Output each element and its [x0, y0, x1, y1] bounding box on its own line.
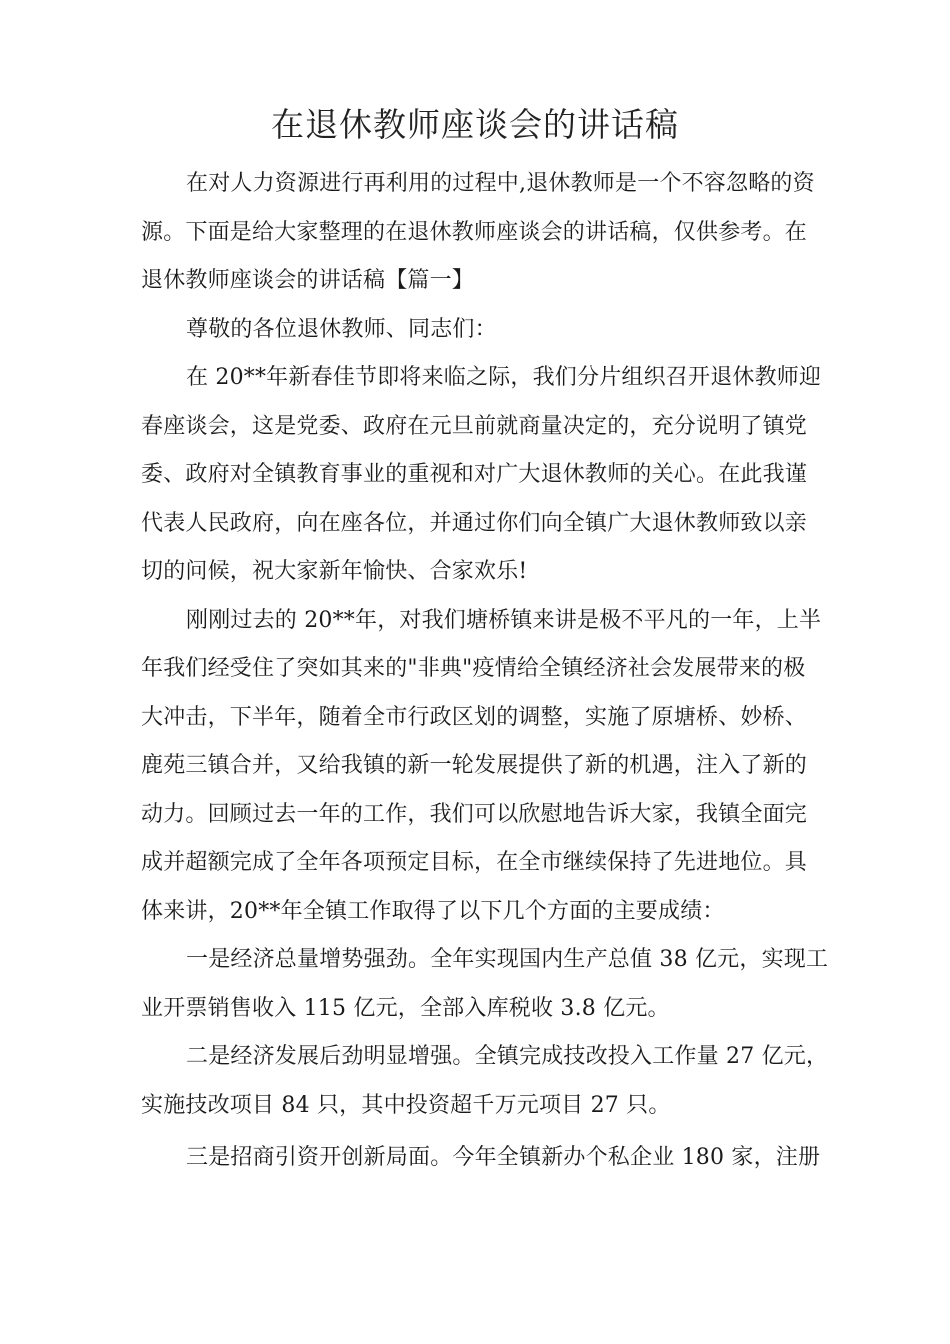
- paragraph-line: 尊敬的各位退休教师、同志们：: [186, 316, 497, 342]
- paragraph-line: 业开票销售收入 115 亿元，全部入库税收 3.8 亿元。: [141, 995, 670, 1021]
- paragraph-line: 委、政府对全镇教育事业的重视和对广大退休教师的关心。在此我谨: [141, 462, 808, 487]
- paragraph-line: 在对人力资源进行再利用的过程中,退休教师是一个不容忽略的资: [186, 171, 815, 196]
- paragraph-line: 年我们经受住了突如其来的"非典"疫情给全镇经济社会发展带来的极: [141, 656, 806, 681]
- paragraph-line: 体来讲，20**年全镇工作取得了以下几个方面的主要成绩：: [141, 898, 725, 924]
- document-title: 在退休教师座谈会的讲话稿: [271, 105, 679, 144]
- paragraph-line: 成并超额完成了全年各项预定目标，在全市继续保持了先进地位。具: [141, 850, 808, 875]
- paragraph-line: 退休教师座谈会的讲话稿【篇一】: [141, 268, 475, 293]
- document-body: [141, 160, 829, 1183]
- paragraph-line: 春座谈会，这是党委、政府在元旦前就商量决定的，充分说明了镇党: [141, 413, 808, 439]
- paragraph-line: 源。下面是给大家整理的在退休教师座谈会的讲话稿，仅供参考。在: [141, 219, 808, 245]
- paragraph-line: 鹿苑三镇合并，又给我镇的新一轮发展提供了新的机遇，注入了新的: [141, 753, 808, 778]
- paragraph-line: 一是经济总量增势强劲。全年实现国内生产总值 38 亿元，实现工: [186, 947, 829, 972]
- paragraph-line: 在 20**年新春佳节即将来临之际，我们分片组织召开退休教师迎: [186, 365, 822, 390]
- paragraph-line: 实施技改项目 84 只，其中投资超千万元项目 27 只。: [141, 1092, 671, 1118]
- paragraph-line: 切的问候，祝大家新年愉快、合家欢乐!: [141, 559, 528, 584]
- paragraph-line: 刚刚过去的 20**年，对我们塘桥镇来讲是极不平凡的一年，上半: [186, 607, 822, 633]
- paragraph-line: 代表人民政府，向在座各位，并通过你们向全镇广大退休教师致以亲: [141, 510, 808, 536]
- paragraph-line: 动力。回顾过去一年的工作，我们可以欣慰地告诉大家，我镇全面完: [141, 801, 808, 827]
- paragraph-line: 三是招商引资开创新局面。今年全镇新办个私企业 180 家，注册: [186, 1145, 821, 1170]
- paragraph-line: 二是经济发展后劲明显增强。全镇完成技改投入工作量 27 亿元，: [186, 1044, 829, 1069]
- paragraph-line: 大冲击，下半年，随着全市行政区划的调整，实施了原塘桥、妙桥、: [141, 704, 808, 730]
